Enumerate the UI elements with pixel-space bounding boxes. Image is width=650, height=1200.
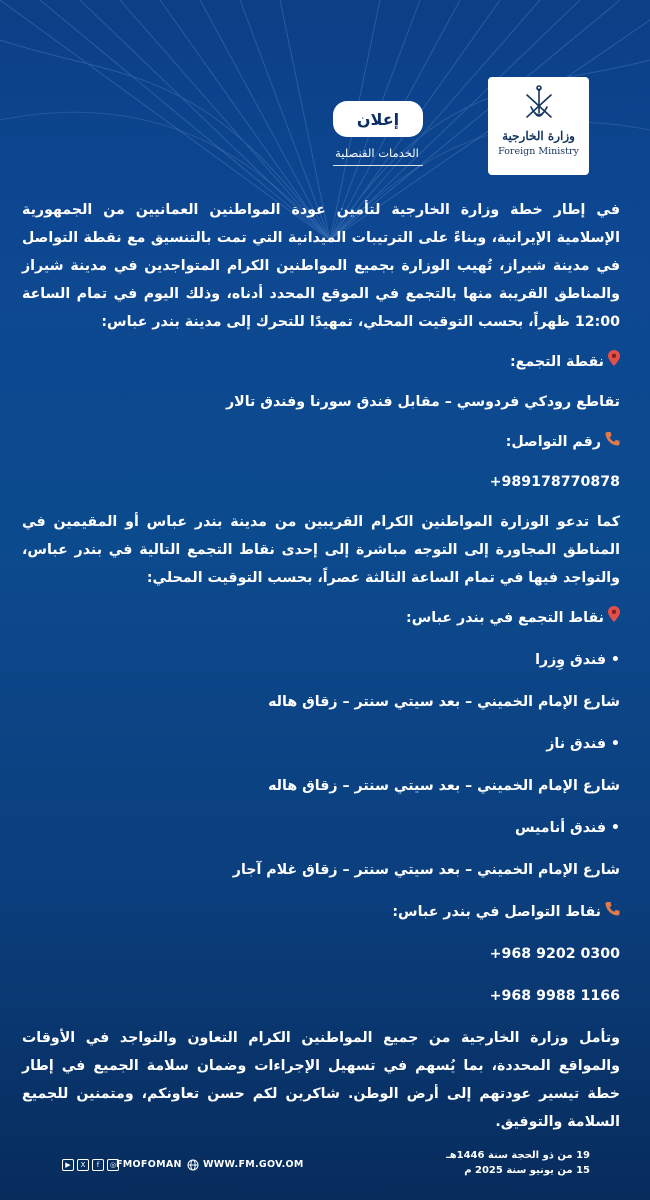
pin-icon: [608, 348, 620, 376]
social-icons: [62, 1159, 119, 1171]
hijri-date: 19 من ذو الحجة سنة 1446هـ: [446, 1150, 590, 1161]
phone-icon: [605, 428, 620, 456]
bandar-intro-paragraph: كما تدعو الوزارة المواطنين الكرام القريبين من مدينة بندر عباس أو المقيمين في المناطق المجاورة إلى التوجه مباشرة إلى إحدى نقاط التجمع التالية في بندر عباس، والتواجد فيها في تمام الساعة الثالثة عصراً، بحسب التوقيت المحلي:: [22, 514, 620, 586]
phone-icon: [605, 898, 620, 926]
x-icon[interactable]: X: [77, 1159, 89, 1171]
pin-icon: [608, 604, 620, 632]
facebook-icon[interactable]: f: [92, 1159, 104, 1171]
youtube-icon[interactable]: ▶: [62, 1159, 74, 1171]
closing-paragraph: وتأمل وزارة الخارجية من جميع المواطنين الكرام التعاون والتواجد في الأوقات والمواقع المحددة، بما يُسهم في تسهيل الإجراءات وضمان سلامة الجميع في إطار خطة تيسير عودتهم إلى أرض الوطن. شاكرين لكم حسن تعاونكم، ومتمنين للجميع السلامة والتوفيق.: [22, 1030, 620, 1130]
bandar-contacts-heading-row: [22, 898, 620, 926]
logo-arabic-name: وزارة الخارجية: [502, 129, 575, 143]
hotel-name: • فندق ناز: [546, 736, 620, 752]
instagram-icon[interactable]: ◎: [107, 1159, 119, 1171]
contact-number-row: [22, 468, 620, 496]
bandar-points-heading-row: [22, 604, 620, 632]
footer: [0, 1150, 650, 1200]
gathering-heading-row: [22, 348, 620, 376]
hotel-address: شارع الإمام الخميني – بعد سيتي سنتر – زقاق هاله: [268, 694, 620, 710]
globe-icon: [187, 1159, 199, 1171]
bandar-contact-row: [22, 982, 620, 1010]
website-link[interactable]: WWW.FM.GOV.OM: [203, 1159, 304, 1170]
bandar-contacts-heading: نقاط التواصل في بندر عباس:: [392, 904, 601, 920]
bandar-contact-row: [22, 940, 620, 968]
contact-heading: رقم التواصل:: [505, 434, 601, 450]
hotel-address: شارع الإمام الخميني – بعد سيتي سنتر – زقاق غلام آجار: [232, 862, 620, 878]
logo-english-name: Foreign Ministry: [498, 146, 579, 157]
hotel-name: • فندق وِزرا: [535, 652, 620, 668]
intro-paragraph: في إطار خطة وزارة الخارجية لتأمين عودة المواطنين العمانيين من الجمهورية الإسلامية الإيرانية، وبناءً على الترتيبات الميدانية التي تمت بالتنسيق مع نقطة التواصل في مدينة شيراز، تُهيب الوزارة بجميع المواطنين الكرام المتواجدين في مدينة شيراز والمناطق القريبة منها بالتجمع في الموقع المحدد أدناه، وذلك اليوم في تمام الساعة 12:00 ظهراً، بحسب التوقيت المحلي، تمهيدًا للتحرك إلى مدينة بندر عباس:: [22, 202, 620, 330]
hotel-address: شارع الإمام الخميني – بعد سيتي سنتر – زقاق هاله: [268, 778, 620, 794]
gregorian-date: 15 من يونيو سنة 2025 م: [464, 1165, 590, 1176]
hotel-name: • فندق أناميس: [514, 820, 620, 836]
consular-services-label: الخدمات القنصلية: [335, 146, 419, 160]
social-handle[interactable]: FMOFOMAN: [116, 1159, 182, 1170]
bandar-points-heading: نقاط التجمع في بندر عباس:: [406, 610, 604, 626]
contact-heading-row: [22, 428, 620, 456]
announcement-badge: إعلان: [333, 101, 423, 137]
announcement-body: [22, 196, 620, 1136]
ministry-logo: [488, 77, 589, 175]
gathering-point: تقاطع رودكي فردوسي – مقابل فندق سورنا وفندق تالار: [225, 394, 620, 410]
divider: [333, 165, 423, 166]
contact-number[interactable]: +989178770878: [489, 474, 620, 490]
gathering-heading: نقطة التجمع:: [510, 354, 604, 370]
bandar-contact-number[interactable]: +968 9202 0300: [489, 946, 620, 962]
bandar-contact-number[interactable]: +968 9988 1166: [489, 988, 620, 1004]
oman-emblem-icon: [519, 83, 559, 127]
